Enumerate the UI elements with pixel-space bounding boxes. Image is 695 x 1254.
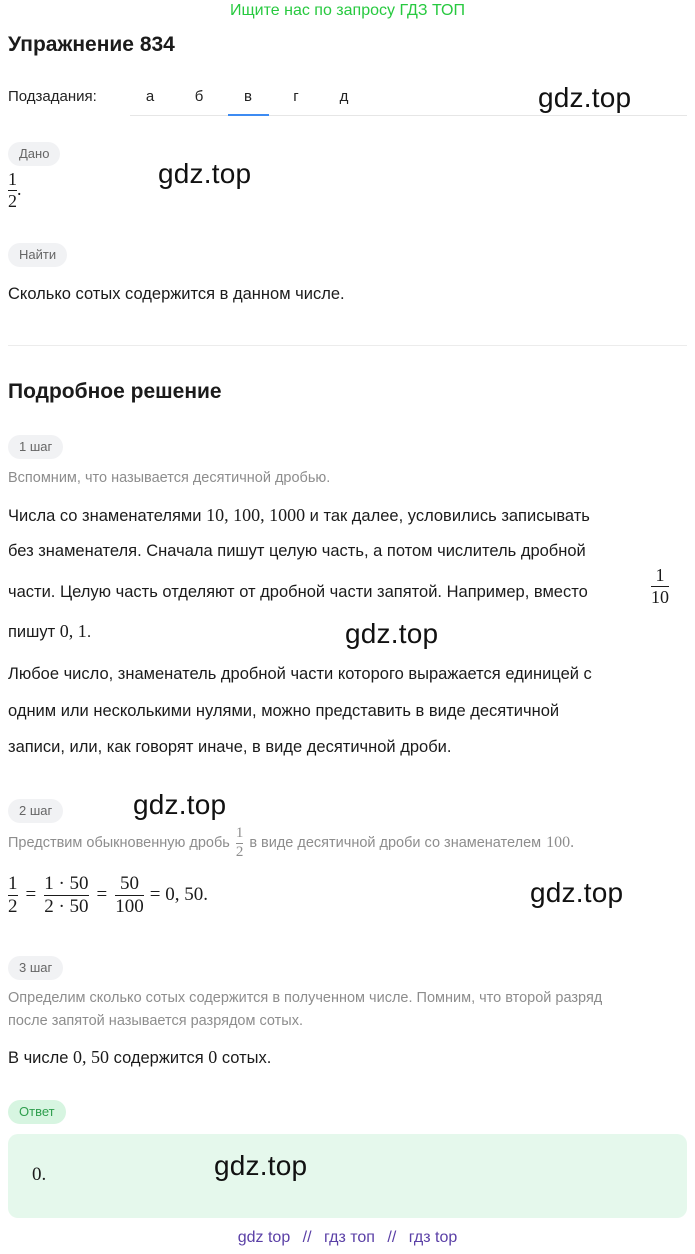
tab-d[interactable]: д xyxy=(339,88,349,105)
footer-links xyxy=(0,1229,695,1247)
text-span: . xyxy=(86,623,92,641)
frac-num: 1 xyxy=(655,565,665,585)
equation-tail: = 0, 50. xyxy=(149,884,208,906)
given-frac-num: 1 xyxy=(8,169,17,189)
tab-g[interactable]: г xyxy=(293,88,299,105)
eq-fraction-2 xyxy=(44,874,88,917)
step3-hint-line1: Определим сколько сотых содержится в полученном числе. Помним, что второй разряд xyxy=(8,990,603,1006)
eq-fraction-1 xyxy=(8,874,18,917)
footer-link[interactable]: гдз top xyxy=(408,1229,458,1246)
step1-pill xyxy=(8,435,63,459)
footer-separator: // xyxy=(302,1229,312,1246)
find-pill xyxy=(8,243,67,267)
text-span: и так далее, условились записывать xyxy=(305,507,590,525)
math-span: 0 xyxy=(208,1047,218,1067)
math-span: 10, 100, 1000 xyxy=(206,505,306,525)
text-span: содержится xyxy=(109,1049,209,1067)
find-pill-label: Найти xyxy=(8,243,67,267)
frac-num: 50 xyxy=(120,873,140,894)
page-title: Упражнение 834 xyxy=(8,33,175,56)
solution-heading: Подробное решение xyxy=(8,380,222,403)
footer-link[interactable]: гдз топ xyxy=(324,1229,375,1246)
promo-link[interactable]: Ищите нас по запросу ГДЗ ТОП xyxy=(230,2,465,19)
frac-den: 100 xyxy=(115,895,144,917)
given-frac-den: 2 xyxy=(8,190,17,211)
equals-sign: = xyxy=(25,884,37,906)
answer-pill xyxy=(8,1100,66,1124)
step2-hint xyxy=(8,826,574,861)
answer-box xyxy=(8,1134,687,1218)
step2-pill xyxy=(8,799,63,823)
fraction-1-10 xyxy=(651,566,669,607)
frac-den: 10 xyxy=(651,586,669,607)
eq-fraction-3 xyxy=(115,874,144,917)
tab-b[interactable]: б xyxy=(194,88,204,105)
frac-num: 1 xyxy=(8,873,18,894)
step3-text xyxy=(8,1047,271,1068)
step2-equation xyxy=(8,874,208,917)
step1-p1-line4 xyxy=(8,621,91,642)
watermark: gdz.top xyxy=(538,82,632,113)
step1-p1-line1 xyxy=(8,505,590,526)
active-tab-indicator xyxy=(228,114,269,116)
step3-pill-label: 3 шаг xyxy=(8,956,63,980)
find-text: Сколько сотых содержится в данном числе. xyxy=(8,285,345,303)
watermark: gdz.top xyxy=(345,618,439,649)
given-value xyxy=(8,170,22,211)
watermark: gdz.top xyxy=(133,789,227,820)
frac-num: 1 xyxy=(235,825,244,841)
step1-p2-line3: записи, или, как говорят иначе, в виде десятичной дроби. xyxy=(8,738,452,756)
step1-p2-line2: одним или несколькими нулями, можно представить в виде десятичной xyxy=(8,702,560,720)
footer-link[interactable]: gdz top xyxy=(237,1229,291,1246)
frac-den: 2 xyxy=(235,843,244,860)
given-pill-label: Дано xyxy=(8,142,60,166)
step3-pill xyxy=(8,956,63,980)
step1-pill-label: 1 шаг xyxy=(8,435,63,459)
math-span: 100. xyxy=(546,834,575,852)
tabs-divider xyxy=(130,115,687,116)
answer-value: 0. xyxy=(32,1164,47,1185)
step1-p1-line3: части. Целую часть отделяют от дробной части запятой. Например, вместо xyxy=(8,583,588,601)
math-span: 0, 50 xyxy=(73,1047,110,1067)
subtasks-label: Подзадания: xyxy=(8,88,97,105)
frac-den: 2 xyxy=(8,895,18,917)
step1-hint: Вспомним, что называется десятичной дробью. xyxy=(8,470,331,486)
hint-fraction xyxy=(236,826,244,861)
text-span: Числа со знаменателями xyxy=(8,507,207,525)
watermark: gdz.top xyxy=(158,158,252,189)
step1-p1-line2: без знаменателя. Сначала пишут целую часть, а потом числитель дробной xyxy=(8,542,586,560)
footer-separator: // xyxy=(387,1229,397,1246)
watermark: gdz.top xyxy=(214,1150,308,1181)
frac-num: 1 · 50 xyxy=(44,873,89,894)
section-divider xyxy=(8,345,687,346)
text-span: в виде десятичной дроби со знаменателем xyxy=(249,835,542,852)
frac-den: 2 · 50 xyxy=(44,895,89,917)
step1-frac xyxy=(651,566,669,607)
text-span: Предствим обыкновенную дробь xyxy=(8,835,230,852)
watermark: gdz.top xyxy=(530,877,624,908)
given-fraction xyxy=(8,170,17,211)
text-span: В числе xyxy=(8,1049,74,1067)
step3-hint-line2: после запятой называется разрядом сотых. xyxy=(8,1013,303,1029)
math-span: 0, 1 xyxy=(59,621,87,641)
given-dot: . xyxy=(17,179,22,200)
answer-pill-label: Ответ xyxy=(8,1100,66,1124)
text-span: сотых. xyxy=(217,1049,272,1067)
tab-a[interactable]: а xyxy=(145,88,155,105)
step1-p2-line1: Любое число, знаменатель дробной части которого выражается единицей с xyxy=(8,665,592,683)
tab-v[interactable]: в xyxy=(244,88,252,105)
given-pill xyxy=(8,142,60,166)
text-span: пишут xyxy=(8,623,60,641)
equals-sign: = xyxy=(96,884,108,906)
step2-pill-label: 2 шаг xyxy=(8,799,63,823)
